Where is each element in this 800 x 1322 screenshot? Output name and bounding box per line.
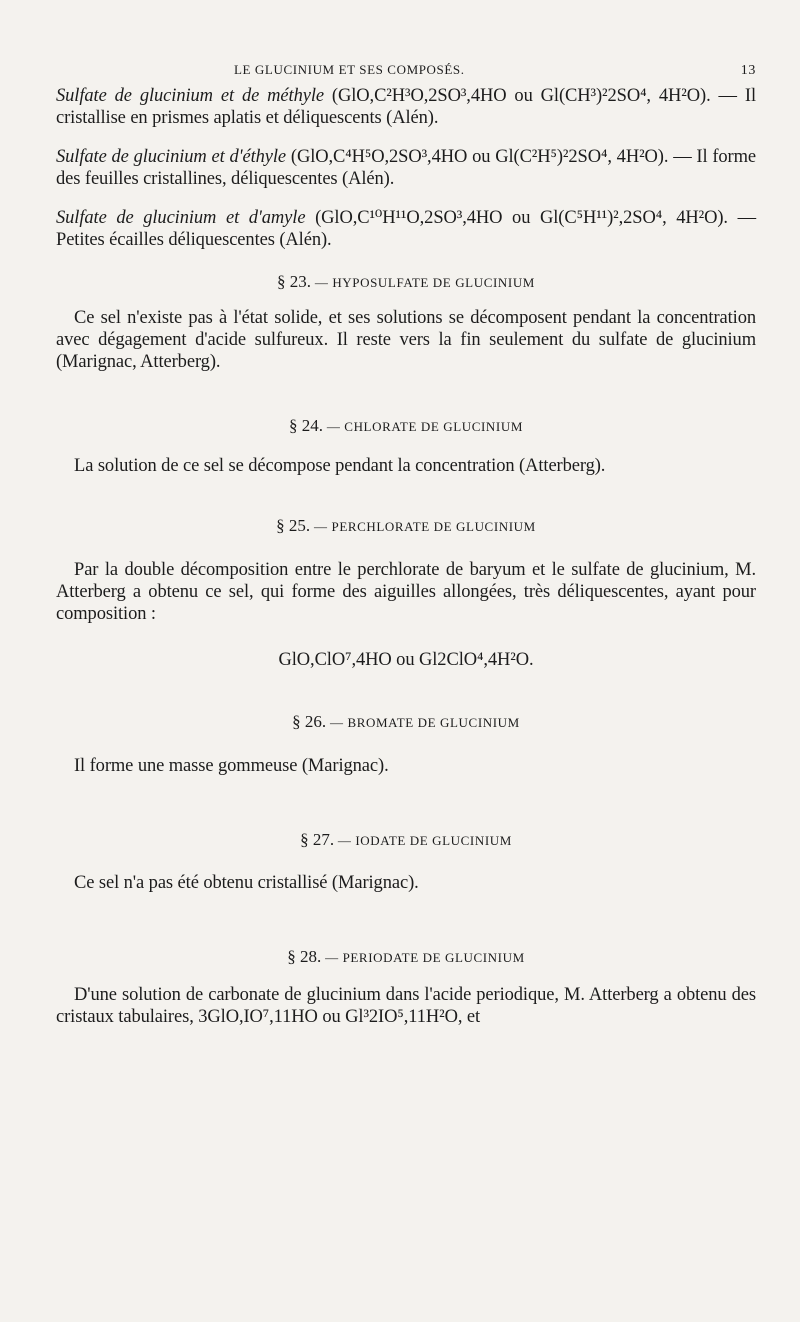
- document-page: [56, 62, 756, 1028]
- section-heading-26: § 26. — BROMATE DE GLUCINIUM: [292, 712, 520, 731]
- section-heading-24: § 24. — CHLORATE DE GLUCINIUM: [288, 416, 523, 435]
- section-body-28: D'une solution de carbonate de glucinium dans l'acide periodique, M. Atterberg a obtenu des cristaux tabulaires, 3GlO,IO⁷,11HO ou Gl³2IO⁵,11H²O, et: [56, 985, 756, 1027]
- section-heading-28: § 28. — PERIODATE DE GLUCINIUM: [287, 947, 525, 966]
- entry-text: (GlO,C¹⁰H¹¹O,2SO³,4HO ou Gl(C⁵H¹¹)²,2SO⁴, 4H²O). — Petites écailles déliquescentes (Alén).: [56, 208, 756, 250]
- page-number: 13: [740, 63, 756, 78]
- entry-methyl-sulfate: [56, 85, 756, 129]
- compound-name: Sulfate de glucinium et de méthyle: [56, 86, 324, 106]
- entry-ethyl-sulfate: [56, 146, 756, 190]
- section-body-26: Il forme une masse gommeuse (Marignac).: [74, 756, 389, 776]
- compound-name: Sulfate de glucinium et d'éthyle: [56, 147, 287, 167]
- entry-amyl-sulfate: [56, 207, 756, 251]
- entry-text: (GlO,C⁴H⁵O,2SO³,4HO ou Gl(C²H⁵)²2SO⁴, 4H²O). — Il forme des feuilles cristallines, déliquescentes (Alén).: [56, 147, 757, 189]
- section-heading-27: § 27. — IODATE DE GLUCINIUM: [300, 830, 512, 849]
- section-body-24: La solution de ce sel se décompose pendant la concentration (Atterberg).: [74, 456, 606, 476]
- compound-name: Sulfate de glucinium et d'amyle: [56, 208, 306, 228]
- running-title: LE GLUCINIUM ET SES COMPOSÉS.: [234, 62, 465, 77]
- section-heading-25: § 25. — PERCHLORATE DE GLUCINIUM: [276, 516, 536, 535]
- section-body-25: Par la double décomposition entre le perchlorate de baryum et le sulfate de glucinium, M. Atterberg a obtenu ce sel, qui forme des aiguilles allongées, très déliquescentes, ayant pour composition :: [56, 560, 756, 624]
- entry-text: (GlO,C²H³O,2SO³,4HO ou Gl(CH³)²2SO⁴, 4H²O). — Il cristallise en prismes aplatis et déliquescents (Alén).: [56, 86, 756, 128]
- section-heading-23: § 23. — HYPOSULFATE DE GLUCINIUM: [277, 272, 535, 291]
- section-body-23: Ce sel n'existe pas à l'état solide, et ses solutions se décomposent pendant la concentration avec dégagement d'acide sulfureux. Il reste vers la fin seulement du sulfate de glucinium (Marignac, Atterberg).: [56, 308, 756, 372]
- running-header: [56, 62, 756, 79]
- formula-25: GlO,ClO⁷,4HO ou Gl2ClO⁴,4H²O.: [278, 650, 534, 670]
- section-body-27: Ce sel n'a pas été obtenu cristallisé (Marignac).: [74, 873, 419, 893]
